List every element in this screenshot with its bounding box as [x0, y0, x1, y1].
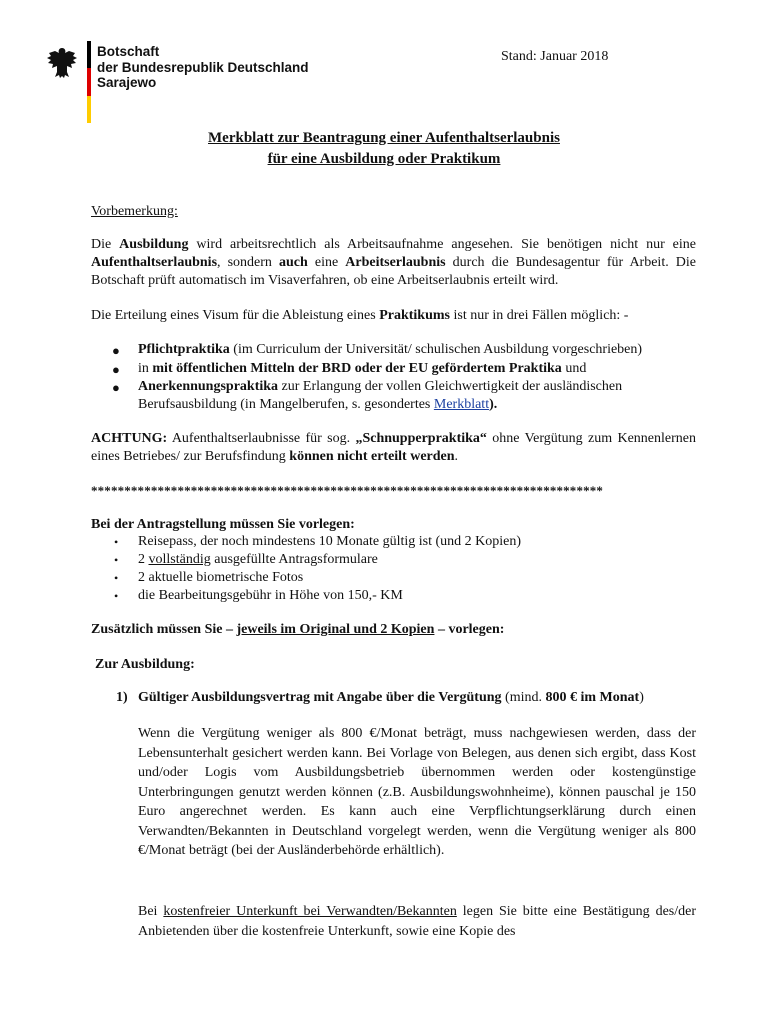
- embassy-name: [97, 44, 309, 91]
- document-date: Stand: Januar 2018: [501, 49, 609, 64]
- list-item: Reisepass, der noch mindestens 10 Monate gültig ist (und 2 Kopien): [138, 534, 521, 549]
- ausbildung-heading: Zur Ausbildung:: [95, 657, 195, 672]
- list-item: in mit öffentlichen Mitteln der BRD oder der EU gefördertem Praktika und: [138, 361, 587, 376]
- zusaetzlich-heading: Zusätzlich müssen Sie – jeweils im Original und 2 Kopien – vorlegen:: [91, 622, 505, 637]
- embassy-line: der Bundesrepublik Deutschland: [97, 59, 309, 75]
- intro-paragraph: Die Ausbildung wird arbeitsrechtlich als Arbeitsaufnahme angesehen. Sie benötigen nicht nur eine Aufenthaltserlaubnis, sondern auch eine Arbeitserlaubnis durch die Bundesagentur für Arbeit. Die Botschaft prüft automatisch im Visaverfahren, ob eine Arbeitserlaubnis erteilt wird.: [91, 237, 696, 288]
- bullet-icon: ●: [112, 362, 120, 377]
- bullet-icon: ●: [112, 380, 120, 395]
- achtung-paragraph: ACHTUNG: Aufenthaltserlaubnisse für sog. „Schnupperpraktika“ ohne Vergütung zum Kennenlernen eines Betriebes/ zur Berufsfindung können nicht erteilt werden.: [91, 431, 697, 464]
- embassy-line: Botschaft: [97, 44, 160, 59]
- list-item: 2 aktuelle biometrische Fotos: [138, 570, 304, 585]
- praktikum-paragraph: Die Erteilung eines Visum für die Ableistung eines Praktikums ist nur in drei Fällen möglich: -: [91, 308, 629, 323]
- flag-black: [87, 41, 91, 68]
- document-title-line2: für eine Ausbildung oder Praktikum: [267, 151, 501, 167]
- bullet-icon: •: [114, 535, 119, 549]
- merkblatt-link[interactable]: Merkblatt: [433, 397, 490, 412]
- list-item: Anerkennungspraktika zur Erlangung der vollen Gleichwertigkeit der ausländischen Berufsausbildung (in Mangelberufen, s. gesondertes Merkblatt).: [138, 379, 623, 412]
- bullet-icon: •: [114, 553, 119, 567]
- federal-eagle-icon: [45, 45, 79, 81]
- vorbemerkung-heading: Vorbemerkung:: [91, 204, 178, 219]
- embassy-line: Sarajewo: [97, 75, 157, 90]
- list-item: die Bearbeitungsgebühr in Höhe von 150,- KM: [138, 588, 403, 603]
- list-item: Pflichtpraktika (im Curriculum der Universität/ schulischen Ausbildung vorgeschrieben): [138, 342, 643, 357]
- bullet-icon: •: [114, 571, 119, 585]
- item-number: 1): [116, 690, 128, 705]
- unterkunft-paragraph: Bei kostenfreier Unterkunft bei Verwandten/Bekannten legen Sie bitte eine Bestätigung des/der Anbietenden über die kostenfreie Unterkunft, sowie eine Kopie des: [138, 904, 696, 939]
- flag-stripe: [87, 41, 91, 123]
- separator-line: *****************************************************************************: [91, 483, 604, 498]
- item-heading: Gültiger Ausbildungsvertrag mit Angabe über die Vergütung (mind. 800 € im Monat): [138, 690, 644, 705]
- flag-gold: [87, 96, 91, 123]
- antrag-heading: Bei der Antragstellung müssen Sie vorlegen:: [91, 517, 355, 532]
- list-item: 2 vollständig ausgefüllte Antragsformulare: [138, 552, 378, 567]
- bullet-icon: ●: [112, 343, 120, 358]
- flag-red: [87, 68, 91, 95]
- document-title-line1: Merkblatt zur Beantragung einer Aufenthaltserlaubnis: [208, 130, 560, 146]
- bullet-icon: •: [114, 589, 119, 603]
- verguetung-paragraph: Wenn die Vergütung weniger als 800 €/Monat beträgt, muss nachgewiesen werden, dass der Lebensunterhalt gesichert werden kann. Bei Vorlage von Belegen, aus denen sich ergibt, dass Kost und/oder Logis vom Ausbildungsbetrieb übernommen werden oder kostengünstige Unterbringungen genutzt werden können (z.B. Ausbildungswohnheime), können pauschal je 150 Euro angerechnet werden. Es kann auch eine Verpflichtungserklärung durch einen Verwandten/Bekannten in Deutschland vorgelegt werden, wenn die Vergütung weniger als 800 €/Monat beträgt (bei der Ausländerbehörde erhältlich).: [138, 726, 696, 858]
